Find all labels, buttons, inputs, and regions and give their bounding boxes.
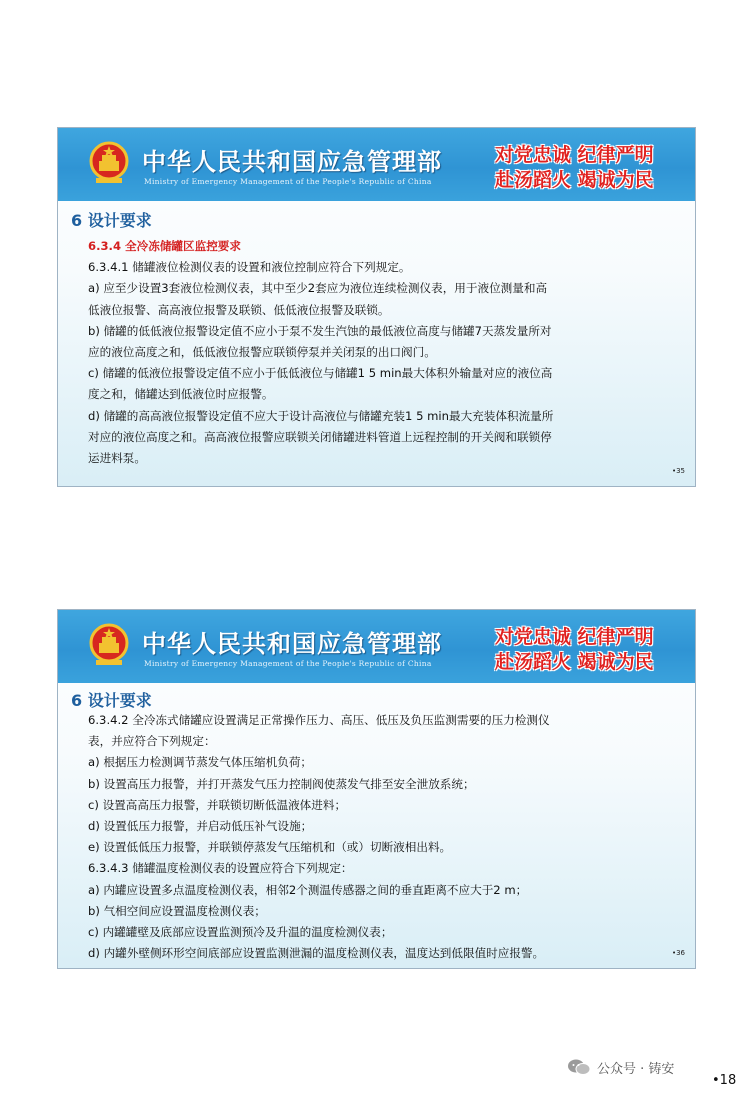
wechat-watermark <box>567 1056 674 1078</box>
ministry-banner <box>58 128 695 201</box>
slide-35 <box>57 127 696 487</box>
body-line: c) 内罐罐壁及底部应设置监测预冷及升温的温度检测仪表； <box>88 925 393 940</box>
section-title: 6 设计要求 <box>71 691 152 710</box>
body-line: c) 储罐的低液位报警设定值不应小于低低液位与储罐1 5 min最大体积外输量对应的液位高 <box>88 366 553 381</box>
body-line: 度之和，储罐达到低液位时应报警。 <box>88 387 274 402</box>
body-line: e) 设置低低压力报警，并联锁停蒸发气压缩机和（或）切断液相出料。 <box>88 840 452 855</box>
slide-page-number: •35 <box>671 467 685 475</box>
body-line: 对应的液位高度之和。高高液位报警应联锁关闭储罐进料管道上远程控制的开关阀和联锁停 <box>88 429 552 444</box>
body-line: 表，并应符合下列规定： <box>88 734 216 749</box>
body-line: b) 储罐的低低液位报警设定值不应小于泵不发生汽蚀的最低液位高度与储罐7天蒸发量所对 <box>88 323 552 338</box>
body-line: d) 设置低压力报警，并启动低压补气设施； <box>88 819 313 834</box>
national-emblem-icon <box>88 623 130 667</box>
slide-36 <box>57 609 696 969</box>
slide-body <box>88 236 678 469</box>
wechat-icon <box>567 1058 591 1076</box>
ministry-english-name: Ministry of Emergency Management of the People's Republic of China <box>144 177 432 186</box>
motto-line-1: 对党忠诚 纪律严明 <box>495 626 654 648</box>
subsection-heading: 6.3.4 全冷冻储罐区监控要求 <box>88 239 241 253</box>
body-line: b) 设置高压力报警，并打开蒸发气压力控制阀使蒸发气排至安全泄放系统； <box>88 776 475 791</box>
body-line: a) 应至少设置3套液位检测仪表，其中至少2套应为液位连续检测仪表，用于液位测量和高 <box>88 281 548 296</box>
watermark-text: 公众号 · 铸安 <box>597 1061 675 1077</box>
slide-page-number: •36 <box>671 949 685 957</box>
body-line: 低液位报警、高高液位报警及联锁、低低液位报警及联锁。 <box>88 302 390 317</box>
motto-line-2: 赴汤蹈火 竭诚为民 <box>495 651 654 673</box>
ministry-name: 中华人民共和国应急管理部 <box>142 147 442 176</box>
motto-line-1: 对党忠诚 纪律严明 <box>495 144 654 166</box>
ministry-banner <box>58 610 695 683</box>
page-number: •18 <box>712 1073 737 1088</box>
body-line: d) 内罐外壁侧环形空间底部应设置监测泄漏的温度检测仪表，温度达到低限值时应报警。 <box>88 946 545 961</box>
body-line: 应的液位高度之和，低低液位报警应联锁停泵并关闭泵的出口阀门。 <box>88 345 436 360</box>
body-line: a) 内罐应设置多点温度检测仪表，相邻2个测温传感器之间的垂直距离不应大于2 m； <box>88 882 528 897</box>
body-line: c) 设置高高压力报警，并联锁切断低温液体进料； <box>88 797 347 812</box>
slide-body <box>88 710 678 964</box>
national-emblem-icon <box>88 141 130 185</box>
body-line: 6.3.4.2 全冷冻式储罐应设置满足正常操作压力、高压、低压及负压监测需要的压力检测仪 <box>88 713 550 727</box>
motto-line-2: 赴汤蹈火 竭诚为民 <box>495 169 654 191</box>
body-line: 6.3.4.3 储罐温度检测仪表的设置应符合下列规定： <box>88 861 353 876</box>
body-line: b) 气相空间应设置温度检测仪表； <box>88 903 266 918</box>
ministry-english-name: Ministry of Emergency Management of the People's Republic of China <box>144 659 432 668</box>
section-title: 6 设计要求 <box>71 211 152 230</box>
body-line: 运进料泵。 <box>88 451 146 466</box>
body-line: d) 储罐的高高液位报警设定值不应大于设计高液位与储罐充装1 5 min最大充装体积流量所 <box>88 408 554 423</box>
body-line: 6.3.4.1 储罐液位检测仪表的设置和液位控制应符合下列规定。 <box>88 260 411 275</box>
ministry-name: 中华人民共和国应急管理部 <box>142 629 442 658</box>
body-line: a) 根据压力检测调节蒸发气体压缩机负荷； <box>88 755 313 770</box>
